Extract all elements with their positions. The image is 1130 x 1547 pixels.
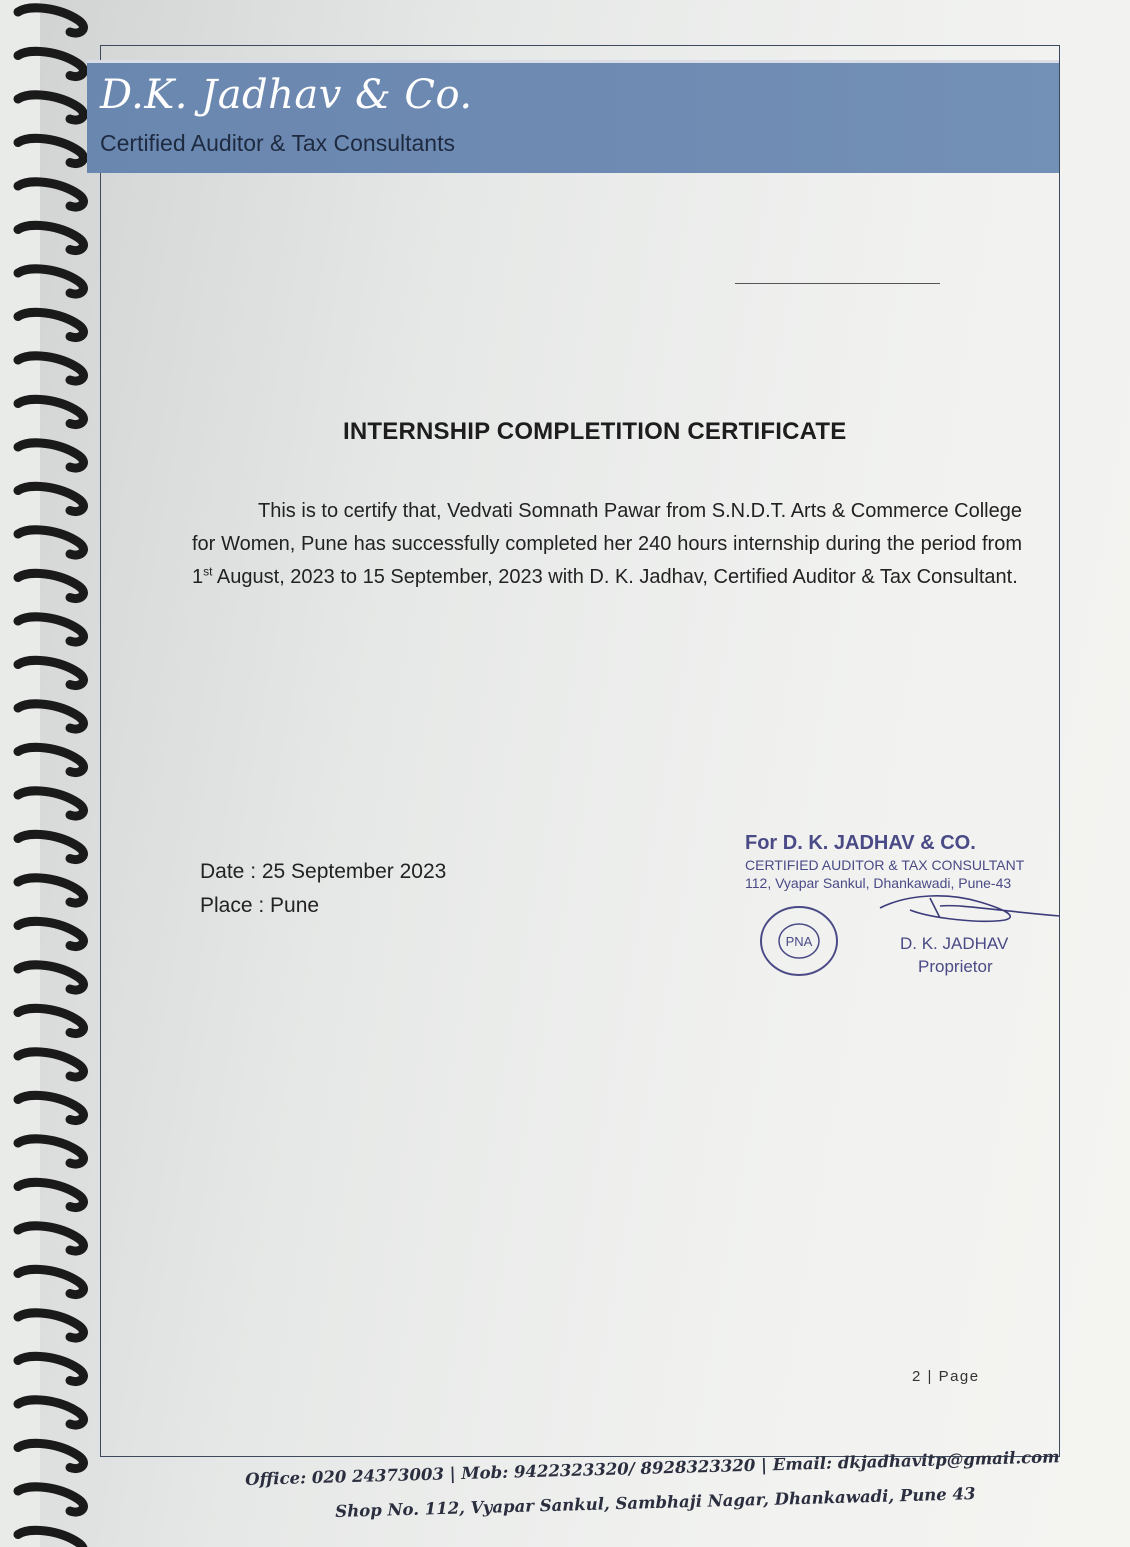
date-place-block	[200, 855, 446, 923]
company-logo: D.K. Jadhav & Co.	[100, 72, 473, 118]
signature	[870, 888, 1065, 933]
date-line: Date : 25 September 2023	[200, 860, 447, 883]
stamp-name: D. K. JADHAV	[900, 934, 1009, 953]
page-frame	[100, 45, 1060, 1457]
company-tagline: Certified Auditor & Tax Consultants	[100, 130, 455, 156]
stamp-address: 112, Vyapar Sankul, Dhankawadi, Pune-43	[745, 875, 1012, 891]
body-text-sup: st	[203, 564, 213, 579]
place-line: Place : Pune	[200, 894, 320, 917]
certificate-body	[192, 495, 1022, 594]
stamp-subtitle: CERTIFIED AUDITOR & TAX CONSULTANT	[745, 857, 1025, 873]
stamp-role: Proprietor	[918, 957, 993, 976]
certificate-title: INTERNSHIP COMPLETITION CERTIFICATE	[343, 418, 847, 445]
stamp-firm: For D. K. JADHAV & CO.	[745, 832, 976, 854]
page-number: 2 | Page	[912, 1368, 980, 1385]
blank-rule	[735, 283, 940, 284]
body-text-end: August, 2023 to 15 September, 2023 with D. K. Jadhav, Certified Auditor & Tax Consultant.	[212, 566, 1018, 588]
footer-contact: Office: 020 24373003 | Mob: 9422323320/ 8928323320 | Email: dkjadhavitp@gmail.com	[245, 1447, 1060, 1489]
round-seal	[757, 903, 841, 979]
spiral-binding	[0, 0, 110, 1547]
company-stamp	[745, 832, 1024, 891]
footer-address: Shop No. 112, Vyapar Sankul, Sambhaji Nagar, Dhankawadi, Pune 43	[335, 1484, 976, 1521]
seal-center: PNA	[785, 934, 813, 949]
body-text-start: This is to certify that, Vedvati Somnath Pawar from S.N.D.T. Arts & Commerce College for Women, Pune has successfully completed her 240 hours internship during the period from 1	[192, 500, 1022, 588]
